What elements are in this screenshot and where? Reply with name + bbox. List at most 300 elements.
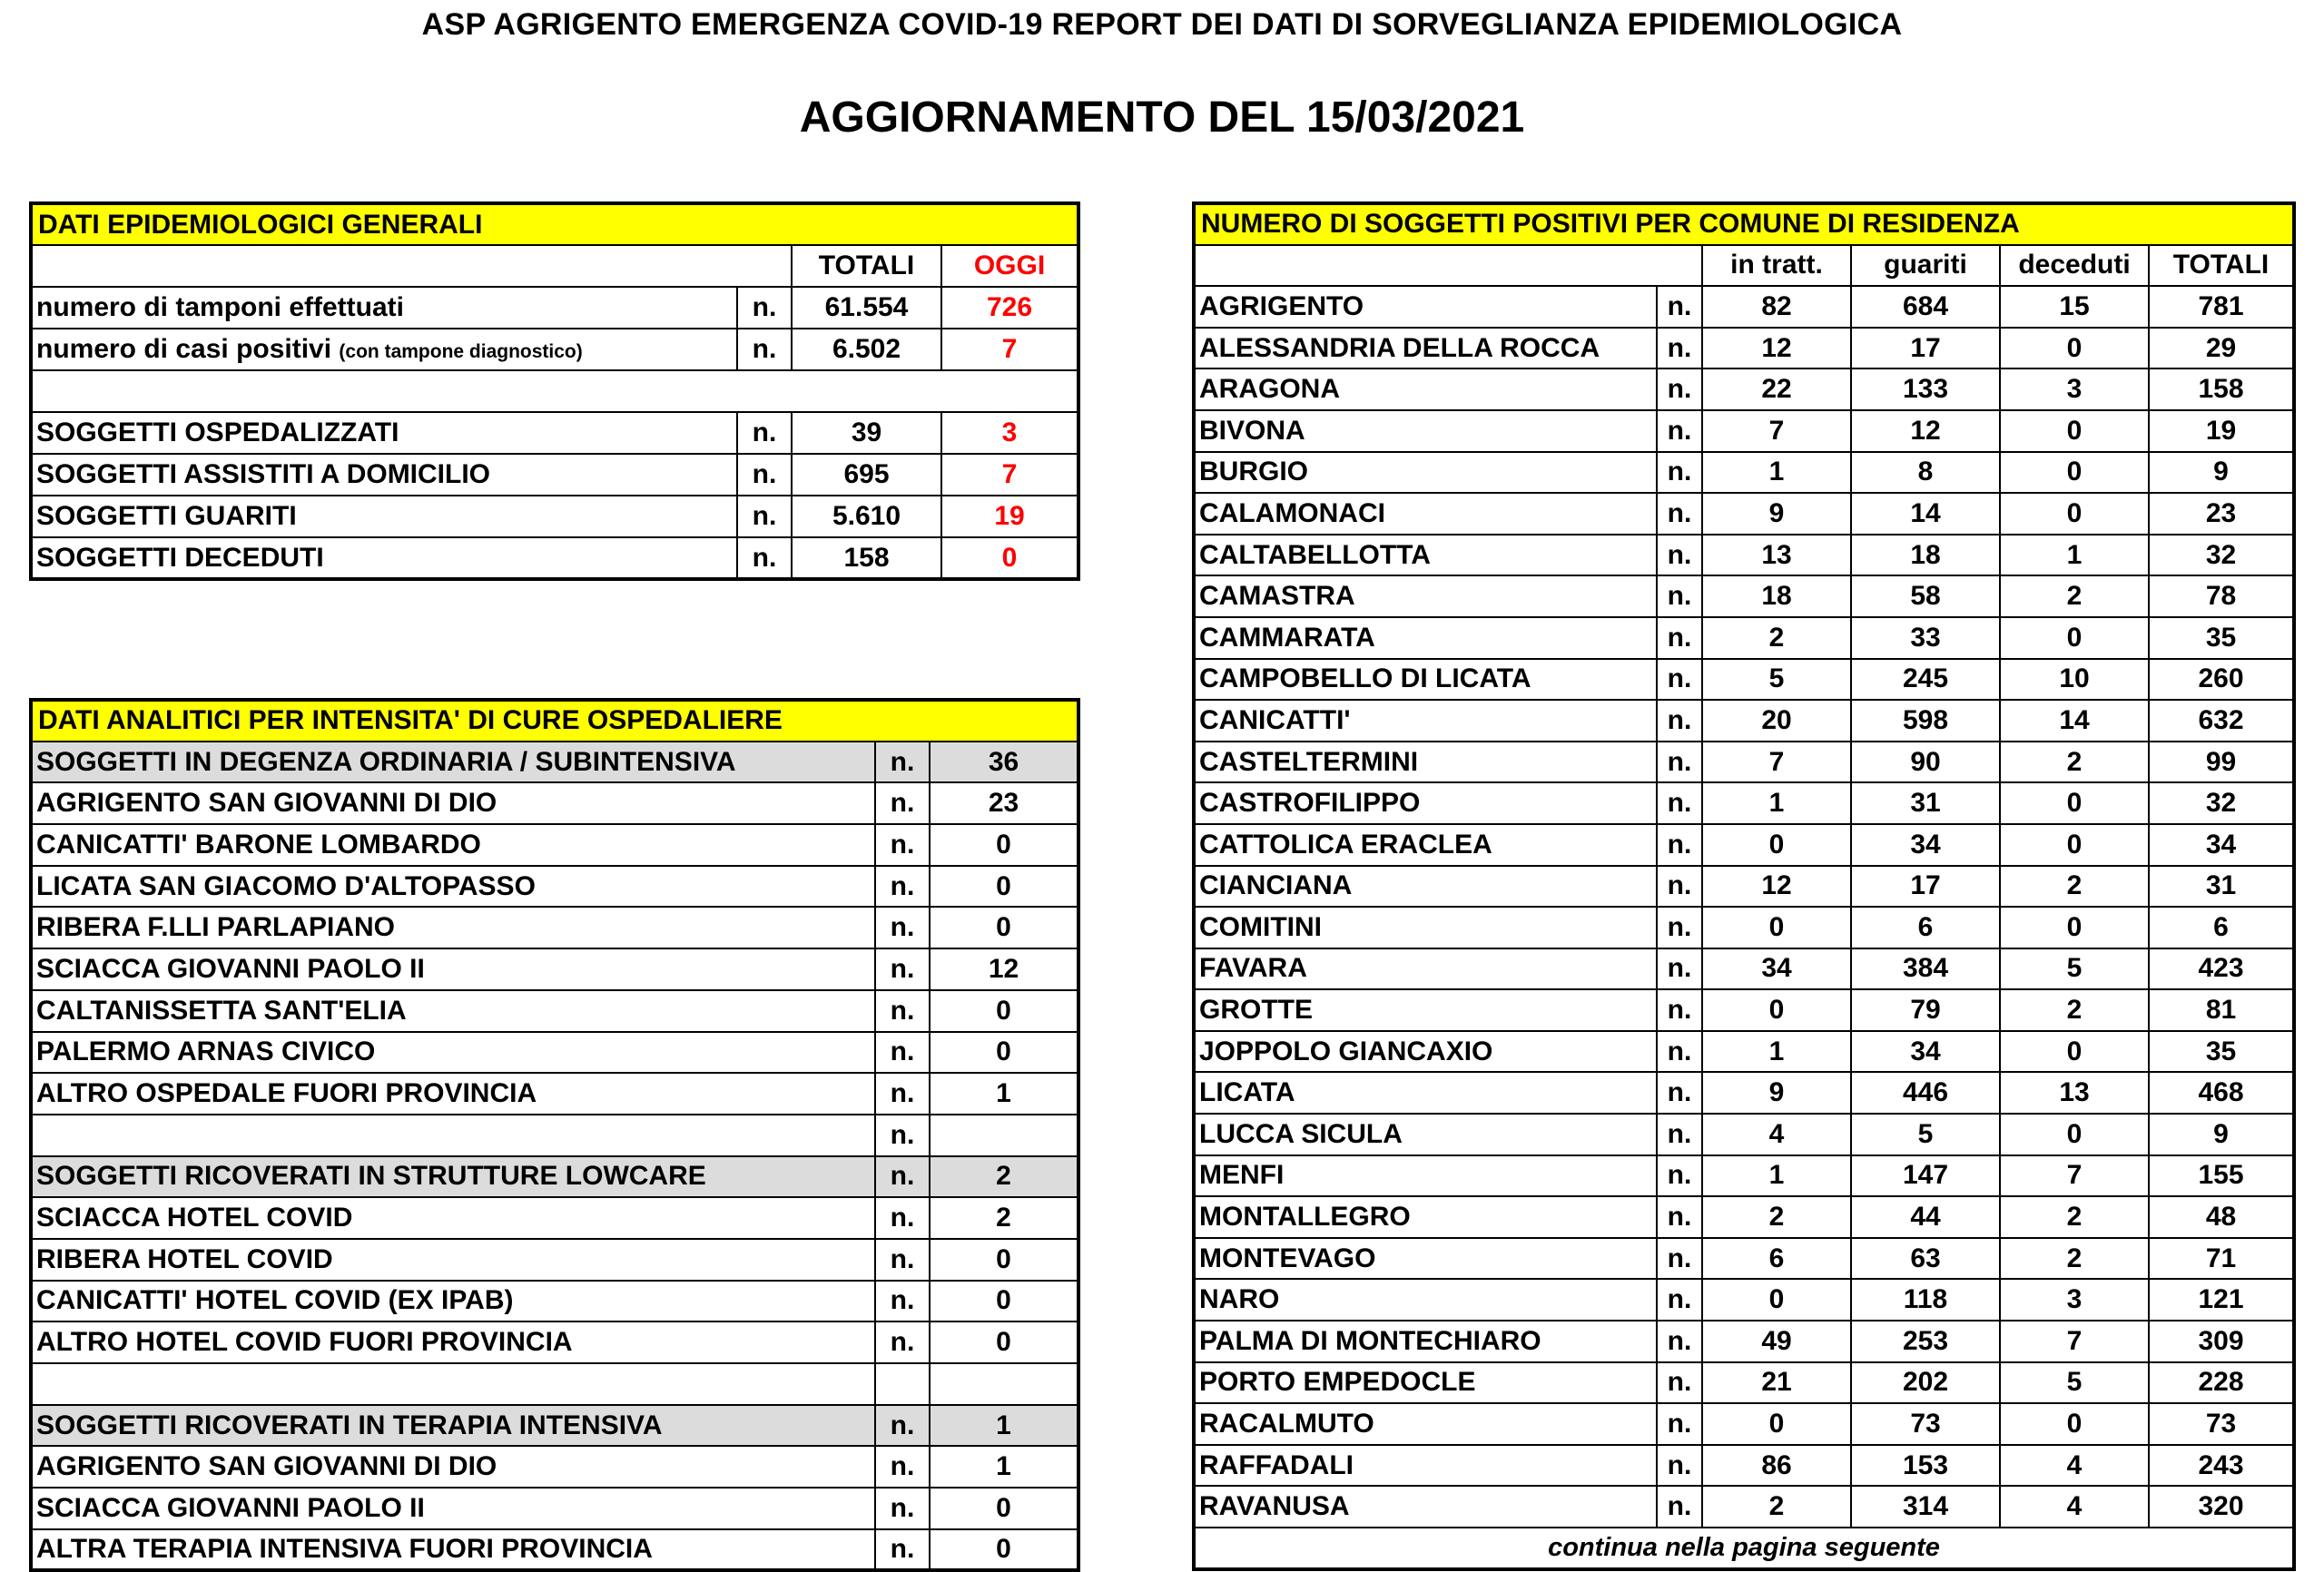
deceduti-value: 4	[2000, 1445, 2149, 1487]
unit-n: n.	[1657, 824, 1702, 866]
general-row	[31, 496, 1078, 537]
comune-row	[1194, 1445, 2294, 1487]
hospital-label: LICATA SAN GIACOMO D'ALTOPASSO	[31, 866, 875, 908]
comuni-header-row	[1194, 245, 2294, 287]
hospital-value: 1	[930, 1405, 1078, 1447]
hospital-data-body	[31, 700, 1078, 1570]
guariti-value: 446	[1851, 1072, 2000, 1114]
guariti-value: 33	[1851, 617, 2000, 659]
unit-n: n.	[1657, 1155, 1702, 1197]
oggi-value: 7	[941, 329, 1078, 370]
hospital-label: PALERMO ARNAS CIVICO	[31, 1032, 875, 1074]
unit-n: n.	[875, 1239, 930, 1281]
hospital-row	[31, 1032, 1078, 1074]
comune-name: CAMASTRA	[1194, 575, 1657, 617]
comune-row	[1194, 1486, 2294, 1528]
guariti-value: 14	[1851, 493, 2000, 535]
hospital-value: 0	[930, 866, 1078, 908]
unit-n: n.	[1657, 1114, 1702, 1155]
general-row	[31, 287, 1078, 329]
hospital-value: 0	[930, 1281, 1078, 1322]
hospital-label: AGRIGENTO SAN GIOVANNI DI DIO	[31, 782, 875, 824]
unit-n: n.	[875, 1156, 930, 1198]
comune-row	[1194, 410, 2294, 452]
in-tratt-value: 7	[1702, 742, 1851, 783]
col-totali-comuni: TOTALI	[2149, 245, 2294, 287]
unit-n: n.	[737, 287, 792, 329]
comune-name: MONTALLEGRO	[1194, 1196, 1657, 1238]
spacer-cell	[31, 1115, 875, 1156]
unit-n: n.	[1657, 1321, 1702, 1362]
unit-n: n.	[1657, 1238, 1702, 1280]
hospital-label: RIBERA F.LLI PARLAPIANO	[31, 907, 875, 948]
totali-value: 155	[2149, 1155, 2294, 1197]
unit-n: n.	[737, 329, 792, 370]
unit-n: n.	[737, 454, 792, 496]
deceduti-value: 0	[2000, 824, 2149, 866]
deceduti-value: 7	[2000, 1155, 2149, 1197]
deceduti-value: 4	[2000, 1486, 2149, 1528]
in-tratt-value: 18	[1702, 575, 1851, 617]
continua-note: continua nella pagina seguente	[1194, 1528, 2294, 1569]
col-totali: TOTALI	[792, 245, 941, 287]
totali-value: 121	[2149, 1279, 2294, 1321]
deceduti-value: 0	[2000, 1031, 2149, 1073]
comune-name: CIANCIANA	[1194, 866, 1657, 908]
hospital-value: 0	[930, 1488, 1078, 1529]
in-tratt-value: 0	[1702, 1403, 1851, 1445]
unit-n: n.	[1657, 1403, 1702, 1445]
in-tratt-value: 2	[1702, 1486, 1851, 1528]
deceduti-value: 2	[2000, 575, 2149, 617]
unit-n: n.	[1657, 700, 1702, 742]
totali-value: 35	[2149, 1031, 2294, 1073]
in-tratt-value: 0	[1702, 1279, 1851, 1321]
unit-n: n.	[875, 948, 930, 990]
deceduti-value: 0	[2000, 617, 2149, 659]
comune-row	[1194, 368, 2294, 410]
in-tratt-value: 9	[1702, 1072, 1851, 1114]
hospital-value: 0	[930, 824, 1078, 866]
comune-row	[1194, 1114, 2294, 1155]
comune-name: BIVONA	[1194, 410, 1657, 452]
comune-row	[1194, 700, 2294, 742]
totali-value: 32	[2149, 535, 2294, 576]
hospital-row	[31, 1073, 1078, 1115]
in-tratt-value: 1	[1702, 782, 1851, 824]
guariti-value: 8	[1851, 452, 2000, 494]
guariti-value: 58	[1851, 575, 2000, 617]
unit-n: n.	[1657, 452, 1702, 494]
row-label-note: (con tampone diagnostico)	[339, 341, 583, 362]
totali-value: 243	[2149, 1445, 2294, 1487]
totali-value: 35	[2149, 617, 2294, 659]
comune-row	[1194, 989, 2294, 1031]
in-tratt-value: 5	[1702, 659, 1851, 701]
oggi-value: 3	[941, 412, 1078, 454]
hospital-value: 0	[930, 1239, 1078, 1281]
hospital-row	[31, 1197, 1078, 1239]
hospital-value: 1	[930, 1073, 1078, 1115]
hospital-label: ALTRO HOTEL COVID FUORI PROVINCIA	[31, 1321, 875, 1363]
hospital-row	[31, 866, 1078, 908]
unit-n: n.	[875, 1281, 930, 1322]
hospital-label: SOGGETTI RICOVERATI IN STRUTTURE LOWCARE	[31, 1156, 875, 1198]
unit-n: n.	[1657, 1486, 1702, 1528]
totali-value: 9	[2149, 1114, 2294, 1155]
unit-n: n.	[1657, 617, 1702, 659]
totali-value: 29	[2149, 328, 2294, 369]
spacer-cell	[31, 370, 1078, 412]
comune-row	[1194, 782, 2294, 824]
totali-value: 19	[2149, 410, 2294, 452]
comune-row	[1194, 1031, 2294, 1073]
comune-row	[1194, 866, 2294, 908]
in-tratt-value: 49	[1702, 1321, 1851, 1362]
in-tratt-value: 2	[1702, 1196, 1851, 1238]
general-row-label	[31, 329, 737, 370]
guariti-value: 684	[1851, 286, 2000, 328]
hospital-row	[31, 1529, 1078, 1571]
general-row-label	[31, 412, 737, 454]
deceduti-value: 3	[2000, 368, 2149, 410]
unit-n: n.	[875, 1446, 930, 1488]
comune-name: ARAGONA	[1194, 368, 1657, 410]
general-header-blank	[31, 245, 792, 287]
oggi-value: 726	[941, 287, 1078, 329]
oggi-value: 19	[941, 496, 1078, 537]
general-spacer-row	[31, 370, 1078, 412]
hospital-spacer-row	[31, 1363, 1078, 1405]
guariti-value: 34	[1851, 824, 2000, 866]
deceduti-value: 0	[2000, 452, 2149, 494]
comune-name: JOPPOLO GIANCAXIO	[1194, 1031, 1657, 1073]
guariti-value: 5	[1851, 1114, 2000, 1155]
comune-row	[1194, 328, 2294, 369]
guariti-value: 17	[1851, 866, 2000, 908]
in-tratt-value: 2	[1702, 617, 1851, 659]
row-label-text: numero di tamponi effettuati	[36, 292, 404, 322]
comune-name: CAMMARATA	[1194, 617, 1657, 659]
hospital-label: SCIACCA GIOVANNI PAOLO II	[31, 1488, 875, 1529]
general-row	[31, 329, 1078, 370]
totali-value: 6.502	[792, 329, 941, 370]
col-in-tratt: in tratt.	[1702, 245, 1851, 287]
comune-row	[1194, 1196, 2294, 1238]
deceduti-value: 2	[2000, 742, 2149, 783]
guariti-value: 31	[1851, 782, 2000, 824]
totali-value: 5.610	[792, 496, 941, 537]
in-tratt-value: 22	[1702, 368, 1851, 410]
guariti-value: 245	[1851, 659, 2000, 701]
totali-value: 39	[792, 412, 941, 454]
row-label-text: SOGGETTI GUARITI	[36, 501, 297, 531]
unit-n: n.	[875, 1405, 930, 1447]
comune-name: CATTOLICA ERACLEA	[1194, 824, 1657, 866]
report-header: ASP AGRIGENTO EMERGENZA COVID-19 REPORT DEI DATI DI SORVEGLIANZA EPIDEMIOLOGICA	[421, 7, 1903, 42]
deceduti-value: 0	[2000, 782, 2149, 824]
guariti-value: 118	[1851, 1279, 2000, 1321]
unit-n: n.	[1657, 742, 1702, 783]
hospital-value: 0	[930, 907, 1078, 948]
hospital-value: 12	[930, 948, 1078, 990]
guariti-value: 6	[1851, 907, 2000, 948]
hospital-value: 36	[930, 742, 1078, 783]
hospital-row	[31, 1488, 1078, 1529]
comune-name: MENFI	[1194, 1155, 1657, 1197]
row-label-text: numero di casi positivi	[36, 334, 332, 364]
comune-name: ALESSANDRIA DELLA ROCCA	[1194, 328, 1657, 369]
deceduti-value: 7	[2000, 1321, 2149, 1362]
comune-name: CAMPOBELLO DI LICATA	[1194, 659, 1657, 701]
comune-name: RAVANUSA	[1194, 1486, 1657, 1528]
comune-name: CALAMONACI	[1194, 493, 1657, 535]
hospital-label: CANICATTI' HOTEL COVID (EX IPAB)	[31, 1281, 875, 1322]
totali-value: 81	[2149, 989, 2294, 1031]
general-data-body	[31, 203, 1078, 579]
in-tratt-value: 7	[1702, 410, 1851, 452]
totali-value: 228	[2149, 1362, 2294, 1404]
in-tratt-value: 0	[1702, 989, 1851, 1031]
hospital-value: 1	[930, 1446, 1078, 1488]
totali-value: 61.554	[792, 287, 941, 329]
spacer-cell	[930, 1115, 1078, 1156]
in-tratt-value: 34	[1702, 948, 1851, 990]
totali-value: 23	[2149, 493, 2294, 535]
in-tratt-value: 0	[1702, 824, 1851, 866]
col-oggi: OGGI	[941, 245, 1078, 287]
unit-n: n.	[875, 1321, 930, 1363]
unit-n: n.	[875, 824, 930, 866]
hospital-label: ALTRO OSPEDALE FUORI PROVINCIA	[31, 1073, 875, 1115]
row-label-text: SOGGETTI ASSISTITI A DOMICILIO	[36, 459, 491, 489]
totali-value: 260	[2149, 659, 2294, 701]
general-row	[31, 412, 1078, 454]
hospital-data-table	[29, 698, 1080, 1572]
hospital-value: 23	[930, 782, 1078, 824]
comune-name: CANICATTI'	[1194, 700, 1657, 742]
hospital-row	[31, 824, 1078, 866]
hospital-value: 2	[930, 1156, 1078, 1198]
hospital-group-row	[31, 1405, 1078, 1447]
unit-n: n.	[875, 1073, 930, 1115]
totali-value: 468	[2149, 1072, 2294, 1114]
totali-value: 695	[792, 454, 941, 496]
unit-n: n.	[1657, 907, 1702, 948]
deceduti-value: 3	[2000, 1279, 2149, 1321]
comuni-title: NUMERO DI SOGGETTI POSITIVI PER COMUNE DI RESIDENZA	[1194, 203, 2294, 245]
totali-value: 158	[792, 537, 941, 579]
guariti-value: 17	[1851, 328, 2000, 369]
general-data-table	[29, 201, 1080, 581]
in-tratt-value: 1	[1702, 1031, 1851, 1073]
totali-value: 31	[2149, 866, 2294, 908]
totali-value: 9	[2149, 452, 2294, 494]
deceduti-value: 10	[2000, 659, 2149, 701]
totali-value: 320	[2149, 1486, 2294, 1528]
comune-row	[1194, 948, 2294, 990]
unit-n: n.	[875, 1529, 930, 1571]
comune-name: PORTO EMPEDOCLE	[1194, 1362, 1657, 1404]
deceduti-value: 0	[2000, 1114, 2149, 1155]
guariti-value: 12	[1851, 410, 2000, 452]
comune-name: PALMA DI MONTECHIARO	[1194, 1321, 1657, 1362]
hospital-title: DATI ANALITICI PER INTENSITA' DI CURE OSPEDALIERE	[31, 700, 1078, 742]
hospital-value: 0	[930, 990, 1078, 1032]
hospital-label: SCIACCA GIOVANNI PAOLO II	[31, 948, 875, 990]
unit-n: n.	[875, 990, 930, 1032]
totali-value: 99	[2149, 742, 2294, 783]
deceduti-value: 13	[2000, 1072, 2149, 1114]
hospital-label: SOGGETTI RICOVERATI IN TERAPIA INTENSIVA	[31, 1405, 875, 1447]
general-row-label	[31, 496, 737, 537]
unit-n: n.	[737, 537, 792, 579]
guariti-value: 147	[1851, 1155, 2000, 1197]
hospital-label: AGRIGENTO SAN GIOVANNI DI DIO	[31, 1446, 875, 1488]
guariti-value: 63	[1851, 1238, 2000, 1280]
totali-value: 34	[2149, 824, 2294, 866]
hospital-group-row	[31, 1156, 1078, 1198]
in-tratt-value: 6	[1702, 1238, 1851, 1280]
unit-n: n.	[875, 1197, 930, 1239]
unit-n: n.	[1657, 535, 1702, 576]
deceduti-value: 0	[2000, 1403, 2149, 1445]
guariti-value: 18	[1851, 535, 2000, 576]
hospital-label: SCIACCA HOTEL COVID	[31, 1197, 875, 1239]
deceduti-value: 2	[2000, 1196, 2149, 1238]
hospital-label: CALTANISSETTA SANT'ELIA	[31, 990, 875, 1032]
unit-n: n.	[1657, 1362, 1702, 1404]
general-row-label	[31, 287, 737, 329]
hospital-label: CANICATTI' BARONE LOMBARDO	[31, 824, 875, 866]
deceduti-value: 1	[2000, 535, 2149, 576]
deceduti-value: 15	[2000, 286, 2149, 328]
hospital-spacer-row	[31, 1115, 1078, 1156]
guariti-value: 202	[1851, 1362, 2000, 1404]
totali-value: 781	[2149, 286, 2294, 328]
hospital-row	[31, 782, 1078, 824]
comune-row	[1194, 742, 2294, 783]
unit-n: n.	[1657, 659, 1702, 701]
totali-value: 32	[2149, 782, 2294, 824]
hospital-group-row	[31, 742, 1078, 783]
hospital-row	[31, 948, 1078, 990]
unit-n: n.	[1657, 1196, 1702, 1238]
comune-row	[1194, 452, 2294, 494]
totali-value: 423	[2149, 948, 2294, 990]
comune-row	[1194, 824, 2294, 866]
unit-n: n.	[875, 782, 930, 824]
unit-n: n.	[1657, 410, 1702, 452]
deceduti-value: 0	[2000, 410, 2149, 452]
comune-row	[1194, 493, 2294, 535]
hospital-value: 0	[930, 1529, 1078, 1571]
comune-row	[1194, 907, 2294, 948]
comune-row	[1194, 1362, 2294, 1404]
comune-name: RACALMUTO	[1194, 1403, 1657, 1445]
in-tratt-value: 9	[1702, 493, 1851, 535]
deceduti-value: 5	[2000, 948, 2149, 990]
report-date: AGGIORNAMENTO DEL 15/03/2021	[799, 93, 1525, 142]
in-tratt-value: 86	[1702, 1445, 1851, 1487]
general-row	[31, 454, 1078, 496]
hospital-value: 2	[930, 1197, 1078, 1239]
comune-row	[1194, 1238, 2294, 1280]
unit-n: n.	[875, 742, 930, 783]
hospital-row	[31, 1321, 1078, 1363]
general-row-label	[31, 537, 737, 579]
comune-row	[1194, 659, 2294, 701]
comune-row	[1194, 286, 2294, 328]
in-tratt-value: 0	[1702, 907, 1851, 948]
deceduti-value: 0	[2000, 907, 2149, 948]
comune-row	[1194, 1321, 2294, 1362]
deceduti-value: 0	[2000, 328, 2149, 369]
comuni-table	[1192, 201, 2296, 1571]
guariti-value: 34	[1851, 1031, 2000, 1073]
general-header-row	[31, 245, 1078, 287]
in-tratt-value: 1	[1702, 452, 1851, 494]
guariti-value: 133	[1851, 368, 2000, 410]
unit-n: n.	[875, 1488, 930, 1529]
comune-row	[1194, 1279, 2294, 1321]
comune-row	[1194, 617, 2294, 659]
comune-name: MONTEVAGO	[1194, 1238, 1657, 1280]
unit-n	[875, 1363, 930, 1405]
comune-row	[1194, 535, 2294, 576]
guariti-value: 384	[1851, 948, 2000, 990]
comune-name: LUCCA SICULA	[1194, 1114, 1657, 1155]
spacer-cell	[31, 1363, 875, 1405]
comune-name: CASTELTERMINI	[1194, 742, 1657, 783]
unit-n: n.	[875, 1032, 930, 1074]
col-deceduti: deceduti	[2000, 245, 2149, 287]
hospital-value: 0	[930, 1321, 1078, 1363]
row-label-text: SOGGETTI OSPEDALIZZATI	[36, 418, 399, 447]
comune-name: CASTROFILIPPO	[1194, 782, 1657, 824]
hospital-label: RIBERA HOTEL COVID	[31, 1239, 875, 1281]
spacer-cell	[930, 1363, 1078, 1405]
unit-n: n.	[875, 907, 930, 948]
hospital-value: 0	[930, 1032, 1078, 1074]
comune-name: CALTABELLOTTA	[1194, 535, 1657, 576]
unit-n: n.	[1657, 575, 1702, 617]
general-row-label	[31, 454, 737, 496]
hospital-row	[31, 990, 1078, 1032]
comune-row	[1194, 575, 2294, 617]
deceduti-value: 14	[2000, 700, 2149, 742]
unit-n: n.	[875, 866, 930, 908]
hospital-label: ALTRA TERAPIA INTENSIVA FUORI PROVINCIA	[31, 1529, 875, 1571]
totali-value: 71	[2149, 1238, 2294, 1280]
in-tratt-value: 12	[1702, 328, 1851, 369]
oggi-value: 0	[941, 537, 1078, 579]
comune-row	[1194, 1072, 2294, 1114]
general-row	[31, 537, 1078, 579]
unit-n: n.	[1657, 286, 1702, 328]
unit-n: n.	[1657, 1031, 1702, 1073]
comune-name: GROTTE	[1194, 989, 1657, 1031]
unit-n: n.	[737, 412, 792, 454]
comuni-header-blank	[1194, 245, 1702, 287]
comune-name: NARO	[1194, 1279, 1657, 1321]
in-tratt-value: 21	[1702, 1362, 1851, 1404]
comune-name: LICATA	[1194, 1072, 1657, 1114]
guariti-value: 73	[1851, 1403, 2000, 1445]
in-tratt-value: 4	[1702, 1114, 1851, 1155]
deceduti-value: 0	[2000, 493, 2149, 535]
unit-n: n.	[1657, 782, 1702, 824]
